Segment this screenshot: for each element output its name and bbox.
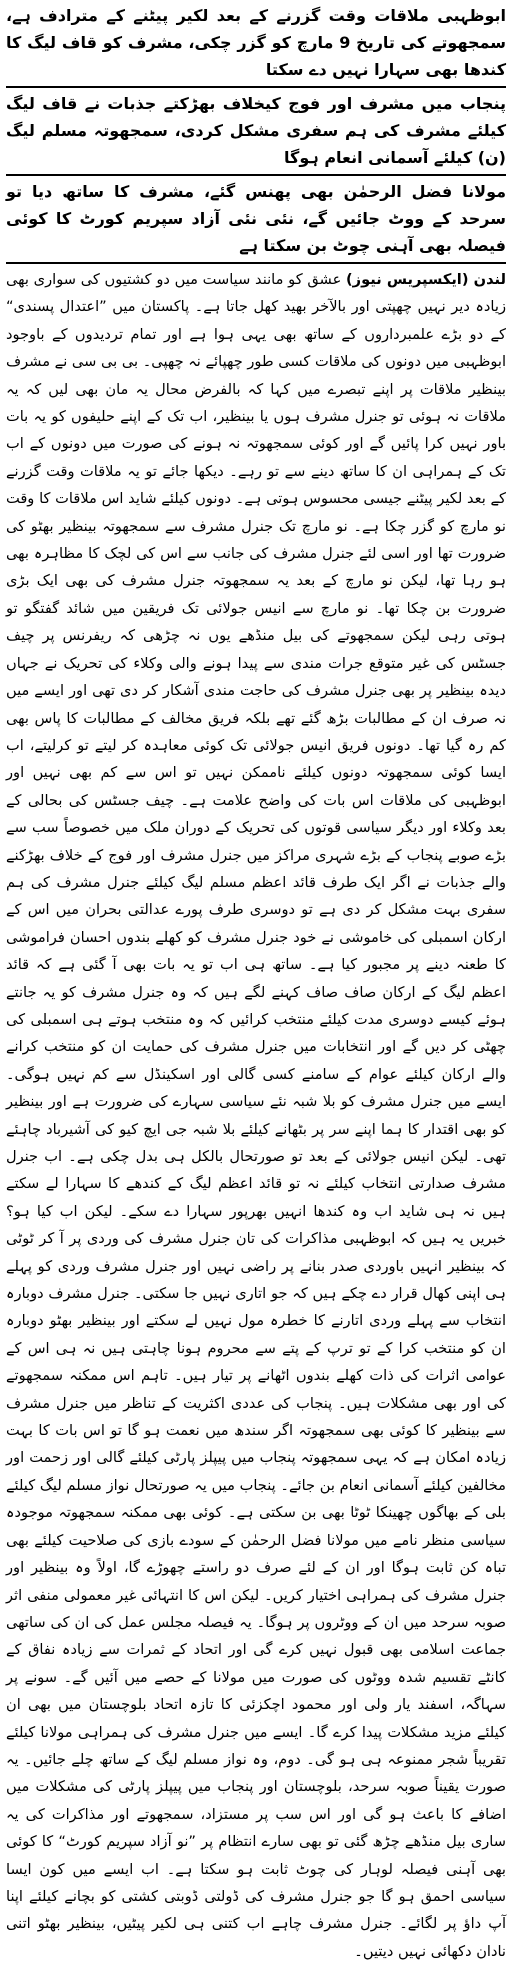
article-body xyxy=(6,266,506,1965)
divider xyxy=(6,262,506,264)
headline-1: ابوظہبی ملاقات وقت گزرنے کے بعد لکیر پیٹنے کے مترادف ہے، سمجھوتے کی تاریخ 9 مارچ کو گزر چکی، مشرف کو قاف لیگ کا کندھا بھی سہارا نہیں دے سکتا xyxy=(6,6,507,79)
headline-3: مولانا فضل الرحمٰن بھی پھنس گئے، مشرف کا ساتھ دیا تو سرحد کے ووٹ جائیں گے، نئی نئی آزاد سپریم کورٹ کا کوئی فیصلہ بھی آہنی چوٹ بن سکتا ہے xyxy=(6,182,506,255)
article-dateline: لندن (ایکسپریس نیوز) xyxy=(346,271,506,288)
divider xyxy=(6,86,506,88)
article-text: عشق کو مانند سیاست میں دو کشتیوں کی سواری بھی زیادہ دیر نہیں چھپتی اور بالآخر بھید کھل جاتا ہے۔ پاکستان میں ”اعتدال پسندی“ کے دو بڑے علمبرداروں کے ساتھ بھی یہی ہوا ہے اور تمام تردیدوں کے باوجود ابوظہبی میں دونوں کی ملاقات کسی طور چھپائے نہ چھپی۔ بی بی سی نے مشرف بینظیر ملاقات پر اپنے تبصرے میں کہا کہ بالفرض محال یہ مان بھی لیں کہ یہ ملاقات نہ ہوئی تو جنرل مشرف ہوں یا بینظیر، اب تک کے اپنے حلیفوں کو یہ بات باور نہیں کرا پائیں گے اور کوئی سمجھوتہ نہ ہونے کی صورت میں دونوں کے اب تک کے ہمراہی ان کا ساتھ دینے سے تو رہے۔ دیکھا جائے تو یہ ملاقات وقت گزرنے کے بعد لکیر پیٹنے جیسی محسوس ہوتی ہے۔ دونوں کیلئے شاید اس ملاقات کا وقت نو مارچ کو گزر چکا ہے۔ نو مارچ تک جنرل مشرف سے سمجھوتہ بینظیر بھٹو کی ضرورت تھا اور اسی لئے جنرل مشرف کی جانب سے اس کی لچک کا مظاہرہ بھی ہو رہا تھا، لیکن نو مارچ کے بعد یہ سمجھوتہ جنرل مشرف کی بھی ایک بڑی ضرورت بن چکا تھا۔ نو مارچ سے انیس جولائی تک فریقین میں شائد گفتگو تو ہوتی رہی لیکن سمجھوتے کی بیل منڈھے یوں نہ چڑھی کہ ریفرنس پر چیف جسٹس کی غیر متوقع جرات مندی سے پیدا ہونے والی وکلاء کی تحریک نے جہاں دیدہ بینظیر پر بھی جنرل مشرف کی حاجت مندی آشکار کر دی تھی اور ایسے میں نہ صرف ان کے مطالبات بڑھ گئے تھے بلکہ فریق مخالف کے مطالبات کا پاس بھی کم رہ گیا تھا۔ دونوں فریق انیس جولائی تک کوئی معاہدہ کر لیتے تو کرلیتے، اب ایسا کوئی سمجھوتہ دونوں کیلئے ناممکن نہیں تو اس سے کم بھی نہیں اور ابوظہبی کی ملاقات اس بات کی واضح علامت ہے۔ چیف جسٹس کی بحالی کے بعد وکلاء اور دیگر سیاسی قوتوں کی تحریک کے دوران ملک میں خصوصاً سب سے بڑے صوبے پنجاب کے بڑے شہری مراکز میں جنرل مشرف اور فوج کے خلاف بھڑکنے والے جذبات نے اگر ایک طرف قائد اعظم مسلم لیگ کیلئے جنرل مشرف کی ہم سفری بہت مشکل کر دی ہے تو دوسری طرف پورے عدالتی بحران میں اس کے ارکان اسمبلی کی خاموشی نے خود جنرل مشرف کو کھلے بندوں احسان فراموشی کا طعنہ دینے پر مجبور کیا ہے۔ ساتھ ہی اب تو یہ بات بھی آ گئی ہے کہ قائد اعظم لیگ کے ارکان صاف صاف کہنے لگے ہیں کہ وہ جنرل مشرف کو یہ جانتے ہوئے کیسے دوسری مدت کیلئے منتخب کرائیں کہ وہ منتخب ہوتے ہی اسمبلی کی چھٹی کر دیں گے اور انتخابات میں جنرل مشرف کی حمایت ان کو منتخب کرانے والے ارکان کیلئے عوام کے سامنے کسی گالی اور اسکینڈل سے کم نہیں ہوگی۔ ایسے میں جنرل مشرف کو بلا شبہ نئے سیاسی سہارے کی ضرورت ہے اور بینظیر کو بھی اقتدار کا ہما اپنے سر پر بٹھانے کیلئے بلا شبہ جی ایچ کیو کی آشیرباد چاہئے تھی۔ لیکن انیس جولائی کے بعد تو صورتحال بالکل ہی بدل چکی ہے۔ اب جنرل مشرف صدارتی انتخاب کیلئے نہ تو قائد اعظم لیگ کے کندھے کا سہارا لے سکتے ہیں نہ ہی شاید اب وہ کندھا انہیں بھرپور سہارا دے سکے۔ لیکن اب کیا ہو؟ خبریں یہ ہیں کہ ابوظہبی مذاکرات کی تان جنرل مشرف کی وردی پر آ کر ٹوٹی کہ بینظیر انہیں باوردی صدر بنانے پر راضی نہیں اور جنرل مشرف وردی کو پہلے ہی اپنی کھال قرار دے چکے ہیں کہ جو اتاری نہیں جا سکتی۔ جنرل مشرف دوبارہ انتخاب سے پہلے وردی اتارنے کا خطرہ مول نہیں لے سکتے اور بینظیر بھٹو دوبارہ ان کو منتخب کرا کے تو ترپ کے پتے سے محروم ہونا چاہتی ہیں نہ ہی اس کے عوامی اثرات کی ذات کھلے بندوں اٹھانے پر تیار ہیں۔ تاہم اس ممکنہ سمجھوتے کی اور بھی مشکلات ہیں۔ پنجاب کی عددی اکثریت کے تناظر میں جنرل مشرف سے بینظیر کا کوئی بھی سمجھوتہ اگر سندھ میں نعمت ہو گا تو اس بات کا بہت زیادہ امکان ہے کہ یہی سمجھوتہ پنجاب میں پیپلز پارٹی کیلئے گالی اور زحمت اور مخالفین کیلئے آسمانی انعام بن جائے۔ پنجاب میں یہ صورتحال نواز مسلم لیگ کیلئے بلی کے بھاگوں چھینکا ٹوٹا بھی بن سکتی ہے۔ کوئی بھی ممکنہ سمجھوتہ موجودہ سیاسی منظر نامے میں مولانا فضل الرحمٰن کے سودے بازی کی صلاحیت کیلئے بھی تباہ کن ثابت ہوگا اور ان کے لئے صرف دو راستے چھوڑے گا، اولاً وہ بینظیر اور جنرل مشرف کی ہمراہی اختیار کریں۔ لیکن اس کا انتہائی غیر معمولی منفی اثر صوبہ سرحد میں ان کے ووٹروں پر ہوگا۔ یہ فیصلہ مجلس عمل کی ان کی ساتھی جماعت اسلامی بھی قبول نہیں کرے گی اور اتحاد کے ثمرات سے زیادہ نفاق کے کانٹے تقسیم شدہ ووٹوں کی صورت میں مولانا کے حصے میں آئیں گے۔ سونے پر سہاگہ، اسفند یار ولی اور محمود اچکزئی کا تازہ اتحاد بلوچستان میں بھی ان کیلئے مزید مشکلات پیدا کرے گا۔ ایسے میں جنرل مشرف کی ہمراہی مولانا کیلئے تقریباً شجر ممنوعہ ہی ہو گی۔ دوم، وہ نواز مسلم لیگ کے ساتھ چلے جائیں۔ یہ صورت یقیناً صوبہ سرحد، بلوچستان اور پنجاب میں پیپلز پارٹی کی مشکلات میں اضافے کا باعث ہو گی اور اس سب پر مستزاد، سمجھوتے اور مذاکرات کی یہ ساری بیل منڈھے چڑھ گئی تو بھی سارے انتظام پر ”نو آزاد سپریم کورٹ“ کا کوئی بھی آہنی فیصلہ لوہار کی چوٹ ثابت ہو سکتا ہے۔ اب ایسے میں کون ایسا سیاسی احمق ہو گا جو جنرل مشرف کی ڈولتی ڈوبتی کشتی کو بچانے کیلئے اپنا آپ داؤ پر لگائے۔ جنرل مشرف چاہے اب کتنی ہی لکیر پیٹیں، بینظیر بھٹو اتنی نادان دکھائی نہیں دیتیں۔ xyxy=(6,271,506,1960)
headline-2: پنجاب میں مشرف اور فوج کیخلاف بھڑکتے جذبات نے قاف لیگ کیلئے مشرف کی ہم سفری مشکل کردی، سمجھوتہ مسلم لیگ (ن) کیلئے آسمانی انعام ہوگا xyxy=(6,94,506,167)
divider xyxy=(6,174,506,176)
